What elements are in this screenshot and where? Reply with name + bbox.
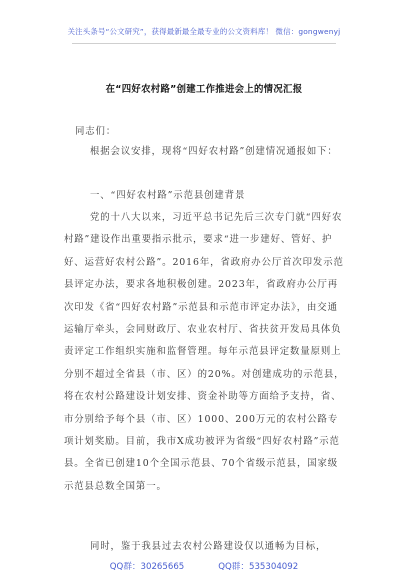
footer-contact	[0, 560, 408, 572]
intro-paragraph: 根据会议安排，现将“四好农村路”创建情况通报如下：	[90, 146, 338, 157]
greeting: 同志们：	[75, 126, 117, 137]
qq-group-2: QQ群：535304092	[218, 562, 299, 572]
continuation-paragraph: 同时，鉴于我县过去农村公路建设仅以通畅为目标，	[90, 541, 327, 552]
qq-group-1: QQ群：30265665	[109, 562, 185, 572]
background-paragraph: 党的十八大以来，习近平总书记先后三次专门就“四好农村路”建设作出重要指示批示，要求“进一步建好、管好、护好、运营好农村公路”。2016年，省政府办公厅首次印发示范县评定办法，要求各地积极创建。2023年，省政府办公厅再次印发《省“四好农村路”示范县和示范市评定办法》，由交通运输厅牵头，会同财政厅、农业农村厅、省扶贫开发局具体负责评定工作组织实施和监督管理。每年示范县评定数量原则上分别不超过全省县（市、区）的20%。对创建成功的示范县，将在农村公路建设计划安排、资金补助等方面给予支持，省、市分别给予每个县（市、区）1000、200万元的农村公路专项计划奖励。目前，我市X成功被评为省级“四好农村路”示范县。全省已创建10个全国示范县、70个省级示范县，国家级示范县总数全国第一。	[64, 212, 345, 492]
header-banner: 关注头条号“公文研究”，获得最新最全最专业的公文资料库！ 微信：gongwenyj	[67, 27, 341, 36]
section-heading: 一、“四好农村路”示范县创建背景	[90, 190, 246, 201]
header-divider	[72, 43, 336, 44]
document-title: 在“四好农村路”创建工作推进会上的情况汇报	[105, 84, 303, 95]
